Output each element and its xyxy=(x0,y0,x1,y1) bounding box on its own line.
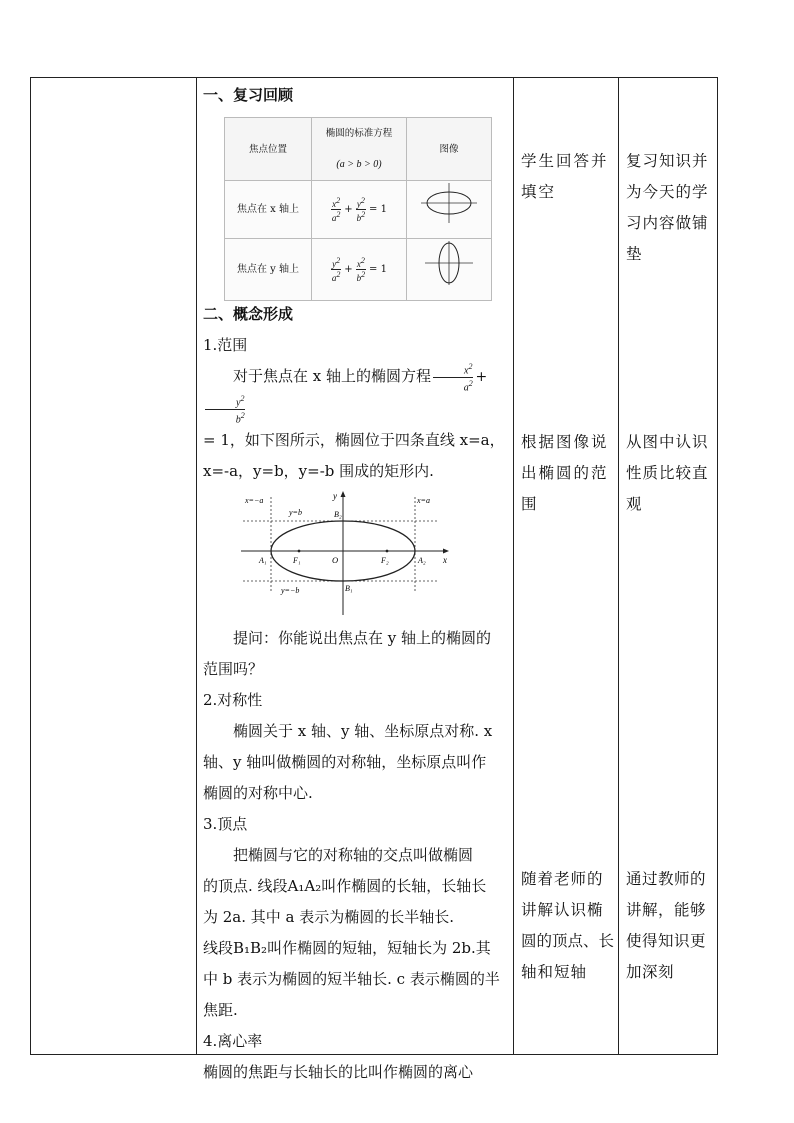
header-equation-label: 椭圆的标准方程 xyxy=(325,128,393,139)
question-line2: 范围吗？ xyxy=(203,659,264,678)
fraction-x2-a2: $\frac{x^2}{a^2}$ xyxy=(433,361,473,393)
symmetry-line3: 椭圆的对称中心. xyxy=(203,783,313,802)
header-graph: 图像 xyxy=(407,118,492,181)
purpose-3: 通过教师的 讲解，能够 使得知识更 加深刻 xyxy=(626,870,707,981)
label-x-eq-neg-a: x=−a xyxy=(245,495,264,505)
subsection-eccentricity: 4.离心率 xyxy=(203,1031,263,1050)
range-paragraph-line2: = 1，如下图所示，椭圆位于四条直线 x=a， xyxy=(203,430,505,449)
header-standard-equation xyxy=(312,118,407,181)
purpose-2: 从图中认识 性质比较直 观 xyxy=(626,433,709,513)
purpose-1: 复习知识并 为今天的学 习内容做铺 垫 xyxy=(626,152,709,263)
vertex-line5: 中 b 表示为椭圆的短半轴长. c 表示椭圆的半 xyxy=(203,969,500,988)
subsection-range: 1.范围 xyxy=(203,336,248,354)
content-cell xyxy=(203,78,509,1088)
symmetry-line2: 轴、y 轴叫做椭圆的对称轴，坐标原点叫作 xyxy=(203,752,487,771)
range-paragraph-line1: 对于焦点在 x 轴上的椭圆方程 $\frac{x^2}{a^2}$ + $\frac{y^2}{b^2}$ xyxy=(203,361,509,425)
label-y-eq-neg-b: y=−b xyxy=(281,585,300,595)
section-concept-title: 二、概念形成 xyxy=(203,305,294,323)
student-activity-2: 根据图像说 出椭圆的范 围 xyxy=(521,433,609,513)
label-B1: B₁ xyxy=(345,583,353,593)
question-line1: 提问：你能说出焦点在 y 轴上的椭圆的 xyxy=(233,628,492,647)
vertex-line6: 焦距. xyxy=(203,1000,238,1019)
vertex-line2: 的顶点. 线段A₁A₂叫作椭圆的长轴，长轴长 xyxy=(203,876,487,895)
subsection-vertex: 3.顶点 xyxy=(203,814,248,833)
label-B2: B₂ xyxy=(334,509,342,519)
label-origin: O xyxy=(332,554,339,565)
section-review-title: 一、复习回顾 xyxy=(203,86,294,104)
label-x-axis: x xyxy=(443,554,447,565)
label-y-axis: y xyxy=(333,490,337,501)
fraction-y2-b2: $\frac{y^2}{b^2}$ xyxy=(205,393,245,425)
row-y-equation: $\frac{y^2}{a^2}$ + $\frac{x^2}{b^2}$ = 1 xyxy=(312,239,407,301)
label-y-eq-b: y=b xyxy=(289,507,302,517)
row-x-equation: $\frac{x^2}{a^2}$ + $\frac{y^2}{b^2}$ = 1 xyxy=(312,181,407,239)
header-condition: (a > b > 0) xyxy=(336,159,382,170)
label-F2: F₂ xyxy=(381,555,389,565)
column-divider-1 xyxy=(196,78,197,1054)
horizontal-ellipse-thumbnail xyxy=(419,181,479,225)
row-x-eq-rhs: = 1 xyxy=(369,204,387,215)
label-F1: F₁ xyxy=(293,555,301,565)
column-divider-3 xyxy=(618,78,619,1054)
eccentricity-line1: 椭圆的焦距与长轴长的比叫作椭圆的离心 xyxy=(203,1062,474,1081)
label-x-eq-a: x=a xyxy=(417,495,430,505)
vertex-line3: 为 2a. 其中 a 表示为椭圆的长半轴长. xyxy=(203,907,455,926)
row-x-focus-label: 焦点在 x 轴上 xyxy=(225,181,312,239)
review-table xyxy=(224,117,492,301)
vertex-line4: 线段B₁B₂叫作椭圆的短轴，短轴长为 2b.其 xyxy=(203,938,491,957)
subsection-symmetry: 2.对称性 xyxy=(203,690,263,709)
lesson-table xyxy=(30,77,718,1081)
vertical-ellipse-thumbnail xyxy=(419,239,479,287)
range-text-a: 对于焦点在 x 轴上的椭圆方程 xyxy=(233,367,431,385)
symmetry-line1: 椭圆关于 x 轴、y 轴、坐标原点对称. x xyxy=(233,721,493,740)
row-y-focus-label: 焦点在 y 轴上 xyxy=(225,239,312,301)
vertex-line1: 把椭圆与它的对称轴的交点叫做椭圆 xyxy=(233,845,474,864)
column-divider-2 xyxy=(513,78,514,1054)
left-empty-cell xyxy=(31,78,196,1054)
row-y-eq-rhs: = 1 xyxy=(369,264,387,275)
ellipse-range-figure xyxy=(239,489,454,619)
range-paragraph-line3: x=-a，y=b，y=-b 围成的矩形内. xyxy=(203,461,434,480)
label-A2: A₂ xyxy=(418,555,426,565)
student-activity-3: 随着老师的 讲解认识椭 圆的顶点、长 轴和短轴 xyxy=(521,870,615,981)
row-y-graph xyxy=(407,239,492,301)
row-x-graph xyxy=(407,181,492,239)
student-activity-1: 学生回答并 填空 xyxy=(521,152,609,201)
header-focus-position: 焦点位置 xyxy=(225,118,312,181)
label-A1: A₁ xyxy=(259,555,267,565)
